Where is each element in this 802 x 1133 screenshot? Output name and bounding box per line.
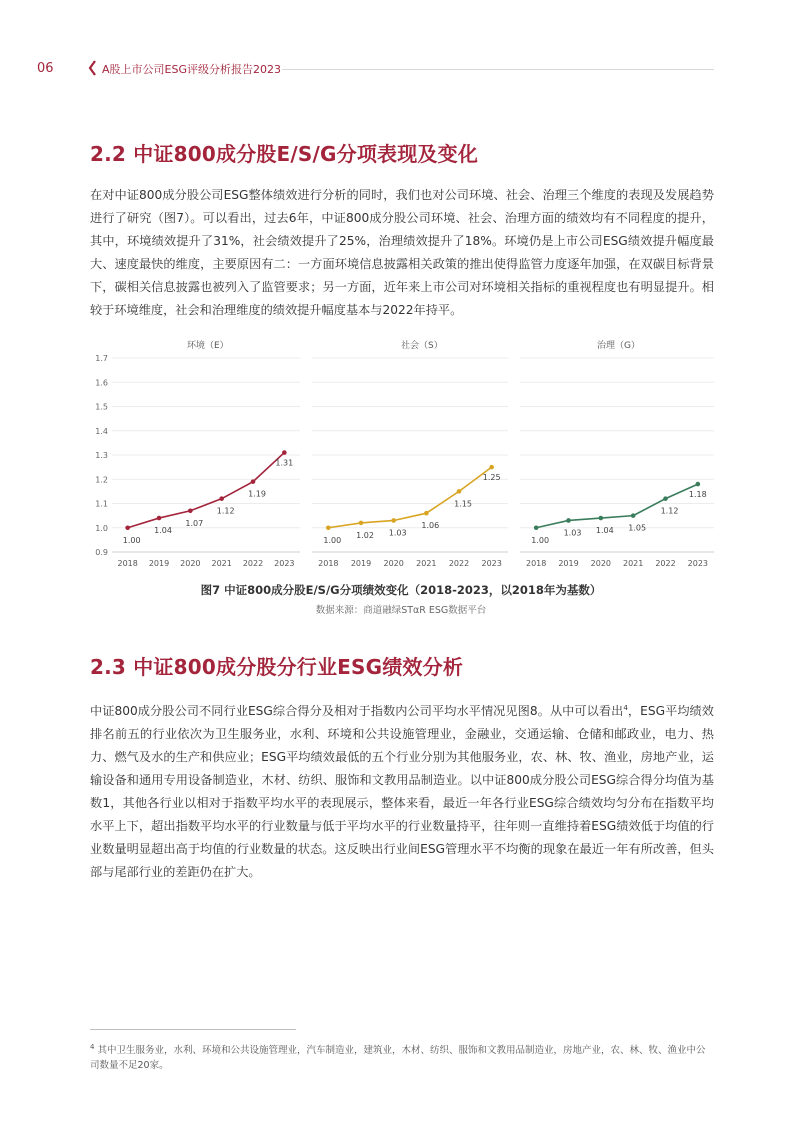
x-tick-label: 2023 [481,559,502,568]
x-tick-label: 2023 [274,559,295,568]
footnote-ref[interactable]: 4 [623,704,628,712]
data-label-e: 1.19 [248,489,266,499]
data-point-g [534,525,539,530]
data-point-g [599,516,604,521]
data-label-g: 1.00 [531,535,550,545]
y-tick-label: 1.7 [95,354,108,363]
data-label-g: 1.03 [563,528,582,538]
footnote [90,1040,714,1073]
x-tick-label: 2020 [180,559,201,568]
data-point-g [566,518,571,523]
section-2-3-text-b: ，ESG平均绩效排名前五的行业依次为卫生服务业，水利、环境和公共设施管理业，金融业，交通运输、仓储和邮政业，电力、热力、燃气及水的生产和供应业；ESG平均绩效最低的五个行业分别为其他服务业，农、林、牧、渔业，房地产业，运输设备和通用专用设备制造业，木材、纺织、服饰和文教用品制造业。以中证800成分股公司ESG综合得分均值为基数1，其他各行业以相对于指数平均水平的表现展示，整体来看，最近一年各行业ESG综合绩效均匀分布在指数平均水平上下，超出指数平均水平的行业数量与低于平均水平的行业数量持平，往年则一直维持着ESG绩效低于均值的行业数量明显超出高于均值的行业数量的状态。这反映出行业间ESG管理水平不均衡的现象在最近一年有所改善，但头部与尾部行业的差距仍在扩大。 [90,704,714,880]
footnote-mark: 4 [90,1043,95,1051]
section-2-3-paragraph [90,697,714,884]
x-tick-label: 2023 [687,559,709,568]
data-label-e: 1.00 [122,535,141,545]
x-tick-label: 2021 [211,559,232,568]
data-label-e: 1.04 [154,526,172,536]
header-chevron-icon [88,60,96,76]
data-point-e [125,525,130,530]
x-tick-label: 2022 [242,559,264,568]
data-label-g: 1.18 [688,490,707,500]
figure-7-caption: 图7 中证800成分股E/S/G分项绩效变化（2018-2023，以2018年为基数） [200,583,602,597]
data-label-g: 1.05 [628,523,647,533]
data-label-s: 1.00 [323,535,342,545]
data-label-s: 1.03 [388,528,407,538]
figure-7-source: 数据来源：商道融绿STαR ESG数据平台 [315,605,487,616]
chart-governance [514,336,720,576]
data-point-s [489,465,494,470]
x-tick-label: 2020 [590,559,612,568]
x-tick-label: 2019 [148,559,170,568]
report-title: A股上市公司ESG评级分析报告2023 [102,63,281,76]
data-label-e: 1.12 [216,506,235,516]
panel-title-e: 环境（E） [187,341,229,351]
data-point-e [282,450,287,455]
x-tick-label: 2022 [655,559,676,568]
data-point-g [631,513,636,518]
x-tick-label: 2019 [558,559,579,568]
y-tick-label: 1.2 [95,475,108,485]
section-2-2-paragraph: 在对中证800成分股公司ESG整体绩效进行分析的同时，我们也对公司环境、社会、治理三个维度的表现及发展趋势进行了研究（图7）。可以看出，过去6年，中证800成分股公司环境、社会、治理方面的绩效均有不同程度的提升，其中，环境绩效提升了31%，社会绩效提升了25%，治理绩效提升了18%。环境仍是上市公司ESG绩效提升幅度最大、速度最快的维度，主要原因有二：一方面环境信息披露相关政策的推出使得监管力度逐年加强，在双碳目标背景下，碳相关信息披露也被列入了监管要求；另一方面，近年来上市公司对环境相关指标的重视程度也有明显提升。相较于环境维度，社会和治理维度的绩效提升幅度基本与2022年持平。 [90,188,714,317]
data-point-s [424,511,429,516]
panel-title-s: 社会（S） [401,341,443,351]
panel-title-g: 治理（G） [597,341,640,351]
footnote-rule [90,1029,296,1030]
x-tick-label: 2022 [448,559,470,568]
y-tick-label: 1.0 [95,523,108,533]
chart-social [306,336,514,576]
y-tick-label: 1.4 [95,426,108,436]
section-2-3-text-a: 中证800成分股公司不同行业ESG综合得分及相对于指数内公司平均水平情况见图8。从中可以看出 [90,704,624,719]
y-tick-label: 1.3 [95,451,108,460]
data-label-e: 1.31 [275,458,294,468]
data-point-e [157,516,162,521]
page-header [0,0,802,90]
x-tick-label: 2020 [383,559,404,568]
chart-environment [88,336,306,576]
data-label-s: 1.15 [454,499,472,509]
x-tick-label: 2019 [350,559,372,568]
series-line-s [328,467,491,531]
data-label-e: 1.07 [185,518,204,528]
y-tick-label: 1.5 [95,402,108,412]
y-tick-label: 0.9 [95,548,108,557]
footnote-text: 其中卫生服务业，水利、环境和公共设施管理业，汽车制造业，建筑业，木材、纺织、服饰和文教用品制造业，房地产业，农、林、牧、渔业中公司数量不足20家。 [90,1045,706,1072]
data-point-g [663,496,668,501]
x-tick-label: 2021 [622,559,644,568]
data-label-s: 1.06 [421,521,440,531]
section-2-2-heading: 2.2 中证800成分股E/S/G分项表现及变化 [90,142,479,166]
data-point-s [391,518,396,523]
data-point-e [219,496,224,501]
data-point-e [251,479,256,484]
page-number: 06 [37,61,54,76]
data-point-s [326,525,331,530]
data-label-g: 1.12 [660,506,679,516]
data-label-g: 1.04 [595,526,614,536]
data-label-s: 1.02 [356,530,374,540]
data-point-e [188,508,193,513]
header-rule [282,69,714,70]
x-tick-label: 2018 [318,559,339,568]
section-2-3-heading: 2.3 中证800成分股分行业ESG绩效分析 [90,655,464,679]
x-tick-label: 2018 [117,559,138,568]
y-tick-label: 1.1 [95,499,108,509]
data-label-s: 1.25 [482,473,501,483]
data-point-s [457,489,462,494]
x-tick-label: 2018 [525,559,547,568]
x-tick-label: 2021 [416,559,437,568]
data-point-s [359,521,364,526]
data-point-g [696,482,701,487]
y-tick-label: 1.6 [95,378,108,388]
